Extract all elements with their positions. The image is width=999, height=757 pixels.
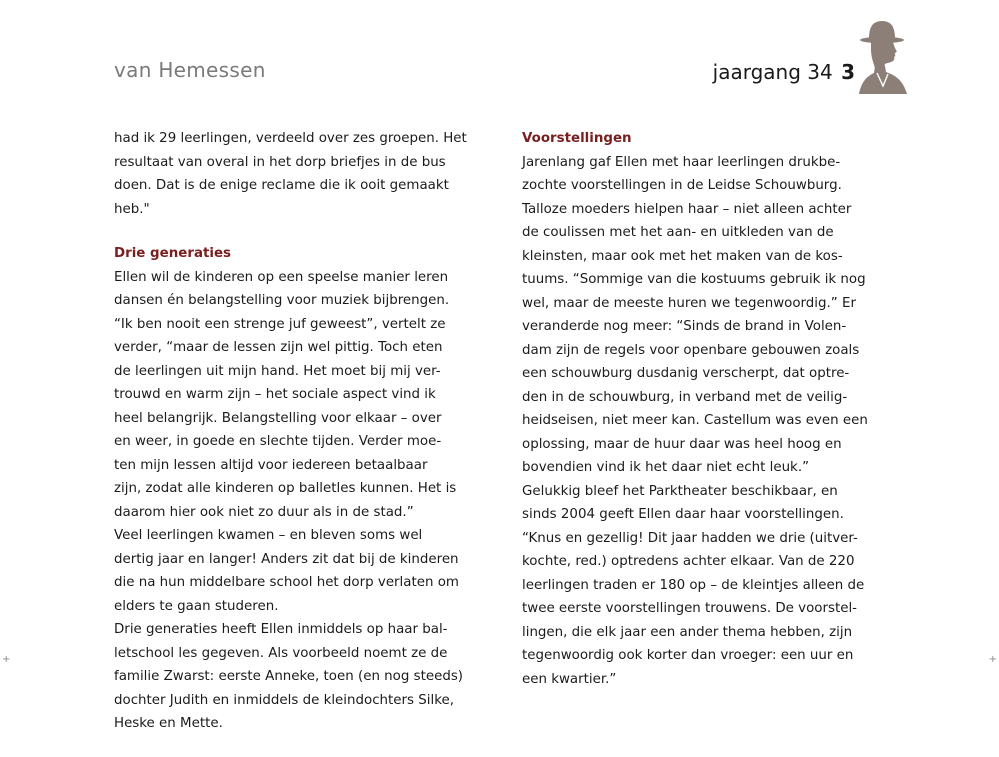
text-line: dansen én belangstelling voor muziek bijbrengen. [114,293,450,308]
text-line: heb." [114,201,150,217]
text-line: leerlingen traden er 180 op – de kleintjes alleen de [522,577,865,593]
running-title: van Hemessen [114,58,266,82]
right-column [522,127,892,691]
crop-mark-left-icon: + [2,654,11,665]
text-line: Gelukkig bleef het Parktheater beschikbaar, en [522,483,838,499]
text-line: “Knus en gezellig! Dit jaar hadden we drie (uitver- [522,530,858,546]
volume-label: jaargang 34 [712,60,833,84]
text-line: Talloze moeders hielpen haar – niet alleen achter [522,201,852,217]
paragraph-gap [114,221,484,242]
text-line: Heske en Mette. [114,716,223,731]
section-heading-drie-generaties: Drie generaties [114,246,232,261]
text-line: een schouwburg dusdanig verscherpt, dat optre- [522,366,850,381]
text-line: zochte voorstellingen in de Leidse Schouwburg. [522,178,842,193]
text-line: tuums. “Sommige van die kostuums gebruik ik nog [522,272,866,287]
text-line: wel, maar de meeste huren we tegenwoordig.” Er [522,295,856,311]
text-line: sinds 2004 geeft Ellen daar haar voorstellingen. [522,507,844,522]
text-line: Jarenlang gaf Ellen met haar leerlingen drukbe- [522,154,841,170]
text-line: en weer, in goede en slechte tijden. Verder moe- [114,434,442,449]
crop-mark-right-icon: + [988,654,997,665]
section-heading-voorstellingen: Voorstellingen [522,131,632,146]
text-line: lingen, die elk jaar een ander thema hebben, zijn [522,624,853,640]
text-line: veranderde nog meer: “Sinds de brand in Volen- [522,319,847,334]
text-line: den in de schouwburg, in verband met de veilig- [522,389,848,405]
text-line: letschool les gegeven. Als voorbeeld noemt ze de [114,645,448,661]
text-line: Ellen wil de kinderen op een speelse manier leren [114,269,449,285]
man-with-hat-silhouette-icon [855,16,911,96]
text-line: zijn, zodat alle kinderen op balletles kunnen. Het is [114,481,457,496]
text-line: doen. Dat is de enige reclame die ik ooit gemaakt [114,178,449,193]
text-line: dochter Judith en inmiddels de kleindochters Silke, [114,692,454,708]
text-line: de leerlingen uit mijn hand. Het moet bij mij ver- [114,363,441,379]
volume-and-page [713,60,855,84]
text-line: heel belangrijk. Belangstelling voor elkaar – over [114,410,442,426]
text-line: een kwartier.” [522,671,617,687]
text-line: twee eerste voorstellingen trouwens. De voorstel- [522,601,857,616]
text-line: verder, “maar de lessen zijn wel pittig. Toch eten [114,340,443,355]
text-line: had ik 29 leerlingen, verdeeld over zes groepen. Het [114,131,467,146]
text-line: dertig jaar en langer! Anders zit dat bij de kinderen [114,551,459,567]
left-column [114,127,484,736]
text-line: resultaat van overal in het dorp briefjes in de bus [114,154,446,170]
text-line: Veel leerlingen kwamen – en bleven soms wel [114,528,423,543]
text-line: oplossing, maar de huur daar was heel hoog en [522,436,842,452]
text-line: trouwd en warm zijn – het sociale aspect vind ik [114,387,436,402]
text-line: familie Zwarst: eerste Anneke, toen (en nog steeds) [114,669,464,684]
page-number: 3 [841,60,855,84]
text-line: bovendien vind ik het daar niet echt leuk.” [522,460,810,475]
text-line: ten mijn lessen altijd voor iedereen betaalbaar [114,457,428,473]
text-line: heidseisen, niet meer kan. Castellum was even een [522,413,868,428]
text-line: kleinsten, maar ook met het maken van de kos- [522,248,843,264]
text-line: die na hun middelbare school het dorp verlaten om [114,575,459,590]
text-line: Drie generaties heeft Ellen inmiddels op haar bal- [114,622,448,637]
text-line: de coulissen met het aan- en uitkleden van de [522,225,834,240]
text-line: dam zijn de regels voor openbare gebouwen zoals [522,342,860,358]
text-line: elders te gaan studeren. [114,598,279,614]
text-line: tegenwoordig ook korter dan vroeger: een uur en [522,648,854,663]
text-line: “Ik ben nooit een strenge juf geweest”, vertelt ze [114,316,446,332]
text-line: kochte, red.) optredens achter elkaar. Van de 220 [522,554,855,569]
text-line: daarom hier ook niet zo duur als in de stad.” [114,504,414,520]
